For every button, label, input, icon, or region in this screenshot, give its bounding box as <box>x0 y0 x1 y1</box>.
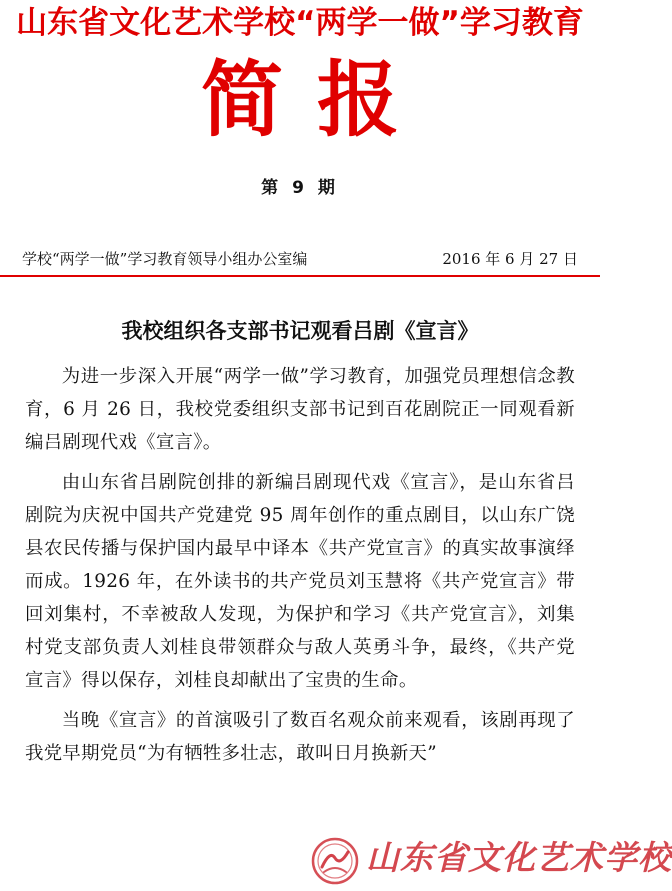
school-emblem-icon <box>310 836 360 886</box>
article-title: 我校组织各支部书记观看吕剧《宣言》 <box>121 318 479 343</box>
publish-date: 2016 年 6 月 27 日 <box>442 250 578 268</box>
bulletin-title: 简报 <box>200 52 433 148</box>
school-name-calligraphy: 山东省文化艺术学校 <box>366 838 672 877</box>
editor-organization: 学校“两学一做”学习教育领导小组办公室编 <box>22 250 308 268</box>
article-body <box>25 360 575 777</box>
article-paragraph: 由山东省吕剧院创排的新编吕剧现代戏《宣言》，是山东省吕剧院为庆祝中国共产党建党 95 周年创作的重点剧目，以山东广饶县农民传播与保护国内最早中译本《共产党宣言》的真实故事演绎而成。1926 年，在外读书的共产党员刘玉慧将《共产党宣言》带回刘集村，不幸被敌人发现，为保护和学习《共产党宣言》，刘集村党支部负责人刘桂良带领群众与敌人英勇斗争，最终，《共产党宣言》得以保存，刘桂良却献出了宝贵的生命。 <box>25 472 575 691</box>
article-paragraph: 当晚《宣言》的首演吸引了数百名观众前来观看，该剧再现了我党早期党员“为有牺牲多壮志，敢叫日月换新天” <box>25 710 575 764</box>
school-logo-watermark <box>282 828 672 891</box>
issue-number: 第 9 期 <box>261 178 339 198</box>
article-paragraph: 为进一步深入开展“两学一做”学习教育，加强党员理想信念教育，6 月 26 日，我校党委组织支部书记到百花剧院正一同观看新编吕剧现代戏《宣言》。 <box>25 366 575 453</box>
red-divider-line <box>0 275 600 277</box>
editor-line <box>22 248 578 270</box>
school-campaign-header: 山东省文化艺术学校“两学一做”学习教育 <box>16 5 584 41</box>
